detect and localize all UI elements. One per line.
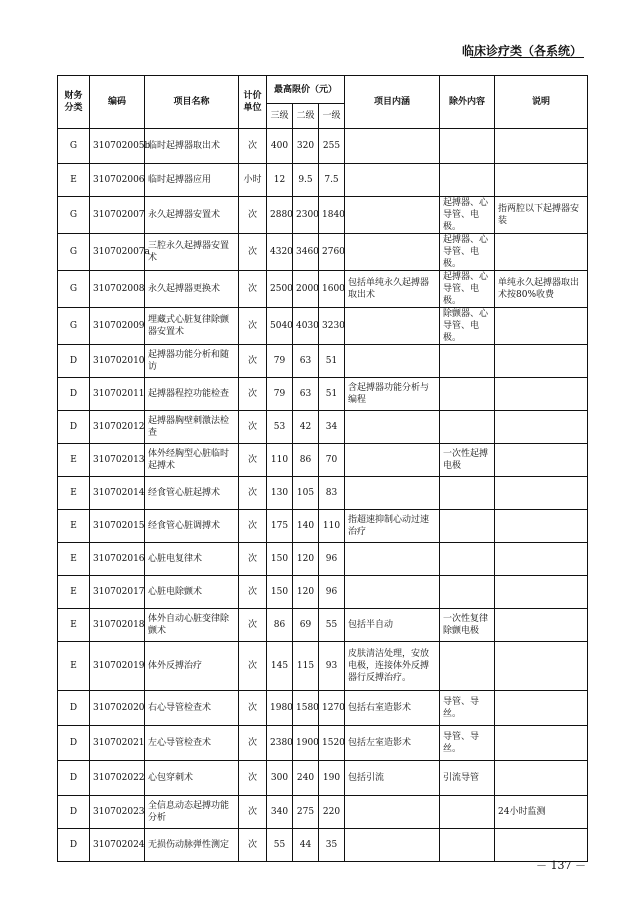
cell-price-level2: 63: [293, 345, 319, 378]
cell-price-level2: 69: [293, 609, 319, 642]
cell-category: D: [58, 829, 90, 862]
cell-name: 起搏器胸壁刺激法检查: [145, 411, 239, 444]
table-row: [58, 271, 588, 308]
cell-price-level2: 2000: [293, 271, 319, 308]
col-header-code: 编码: [90, 76, 145, 129]
cell-unit: 次: [239, 308, 267, 345]
cell-excluded: 起搏器、心导管、电极。: [440, 271, 495, 308]
cell-name: 经食管心脏起搏术: [145, 477, 239, 510]
cell-content: [345, 576, 440, 609]
table-row: [58, 829, 588, 862]
cell-name: 三腔永久起搏器安置术: [145, 234, 239, 271]
cell-price-level1: 1520: [319, 726, 345, 761]
cell-code: 310702006: [90, 164, 145, 197]
cell-note: [495, 761, 588, 796]
cell-content: 包括右室造影术: [345, 691, 440, 726]
table-row: [58, 796, 588, 829]
cell-price-level1: 1840: [319, 197, 345, 234]
cell-category: D: [58, 726, 90, 761]
cell-code: 310702018: [90, 609, 145, 642]
cell-note: [495, 411, 588, 444]
cell-content: 指超速抑制心动过速治疗: [345, 510, 440, 543]
cell-category: G: [58, 308, 90, 345]
cell-excluded: 一次性起搏电极: [440, 444, 495, 477]
cell-price-level1: 93: [319, 642, 345, 691]
cell-unit: 小时: [239, 164, 267, 197]
cell-note: [495, 691, 588, 726]
table-row: [58, 308, 588, 345]
cell-price-level3: 150: [267, 543, 293, 576]
cell-price-level1: 96: [319, 543, 345, 576]
col-header-level2: 二级: [293, 104, 319, 129]
cell-code: 310702011: [90, 378, 145, 411]
cell-category: D: [58, 691, 90, 726]
cell-category: E: [58, 477, 90, 510]
cell-price-level1: 1600: [319, 271, 345, 308]
table-row: [58, 477, 588, 510]
cell-price-level1: 3230: [319, 308, 345, 345]
cell-price-level3: 86: [267, 609, 293, 642]
cell-name: 埋藏式心脏复律除颤器安置术: [145, 308, 239, 345]
cell-excluded: 除颤器、心导管、电极。: [440, 308, 495, 345]
table-row: [58, 129, 588, 164]
cell-category: G: [58, 129, 90, 164]
cell-price-level3: 2500: [267, 271, 293, 308]
cell-name: 起搏器功能分析和随访: [145, 345, 239, 378]
cell-code: 310702021: [90, 726, 145, 761]
cell-excluded: [440, 164, 495, 197]
cell-content: [345, 543, 440, 576]
cell-price-level1: 34: [319, 411, 345, 444]
cell-name: 永久起搏器安置术: [145, 197, 239, 234]
cell-unit: 次: [239, 477, 267, 510]
cell-code: 310702009: [90, 308, 145, 345]
table-row: [58, 234, 588, 271]
cell-price-level3: 145: [267, 642, 293, 691]
header-rule: [470, 57, 584, 58]
cell-name: 起搏器程控功能检查: [145, 378, 239, 411]
cell-price-level3: 53: [267, 411, 293, 444]
cell-excluded: [440, 510, 495, 543]
cell-excluded: [440, 477, 495, 510]
cell-price-level1: 2760: [319, 234, 345, 271]
table-row: [58, 444, 588, 477]
cell-code: 310702005b: [90, 129, 145, 164]
cell-note: [495, 726, 588, 761]
cell-content: [345, 444, 440, 477]
table-row: [58, 510, 588, 543]
cell-unit: 次: [239, 197, 267, 234]
cell-name: 全信息动态起搏功能分析: [145, 796, 239, 829]
cell-content: [345, 411, 440, 444]
cell-category: E: [58, 164, 90, 197]
cell-content: [345, 129, 440, 164]
cell-excluded: [440, 829, 495, 862]
page-number: － 137 －: [536, 859, 586, 872]
cell-price-level2: 86: [293, 444, 319, 477]
cell-price-level2: 320: [293, 129, 319, 164]
table-row: [58, 691, 588, 726]
cell-content: 包括半自动: [345, 609, 440, 642]
cell-content: 皮肤清洁处理，安放电极，连接体外反搏器行反搏治疗。: [345, 642, 440, 691]
cell-price-level2: 1580: [293, 691, 319, 726]
cell-price-level3: 55: [267, 829, 293, 862]
cell-price-level3: 175: [267, 510, 293, 543]
cell-excluded: [440, 129, 495, 164]
cell-code: 310702012: [90, 411, 145, 444]
cell-unit: 次: [239, 271, 267, 308]
cell-price-level2: 9.5: [293, 164, 319, 197]
cell-unit: 次: [239, 796, 267, 829]
cell-price-level3: 12: [267, 164, 293, 197]
col-header-level3: 三级: [267, 104, 293, 129]
cell-category: E: [58, 642, 90, 691]
col-header-content: 项目内涵: [345, 76, 440, 129]
cell-unit: 次: [239, 829, 267, 862]
cell-price-level1: 220: [319, 796, 345, 829]
cell-name: 右心导管检查术: [145, 691, 239, 726]
cell-code: 310702010: [90, 345, 145, 378]
cell-name: 临时起搏器取出术: [145, 129, 239, 164]
cell-price-level3: 300: [267, 761, 293, 796]
table-row: [58, 576, 588, 609]
table-row: [58, 164, 588, 197]
cell-note: [495, 378, 588, 411]
cell-price-level3: 130: [267, 477, 293, 510]
cell-name: 临时起搏器应用: [145, 164, 239, 197]
cell-code: 310702008: [90, 271, 145, 308]
cell-price-level2: 275: [293, 796, 319, 829]
cell-price-level1: 7.5: [319, 164, 345, 197]
cell-price-level2: 1900: [293, 726, 319, 761]
cell-name: 永久起搏器更换术: [145, 271, 239, 308]
cell-content: [345, 796, 440, 829]
cell-code: 310702007: [90, 197, 145, 234]
cell-category: E: [58, 444, 90, 477]
cell-code: 310702019: [90, 642, 145, 691]
cell-name: 体外反搏治疗: [145, 642, 239, 691]
cell-price-level3: 150: [267, 576, 293, 609]
cell-price-level1: 96: [319, 576, 345, 609]
col-header-unit: 计价单位: [239, 76, 267, 129]
cell-price-level1: 255: [319, 129, 345, 164]
cell-price-level2: 44: [293, 829, 319, 862]
cell-category: D: [58, 796, 90, 829]
col-header-max-price: 最高限价（元）: [267, 76, 345, 104]
cell-price-level1: 1270: [319, 691, 345, 726]
cell-name: 心脏电除颤术: [145, 576, 239, 609]
cell-price-level2: 105: [293, 477, 319, 510]
cell-price-level2: 140: [293, 510, 319, 543]
cell-price-level1: 83: [319, 477, 345, 510]
cell-price-level2: 120: [293, 576, 319, 609]
cell-category: D: [58, 411, 90, 444]
cell-content: [345, 234, 440, 271]
cell-content: 含起搏器功能分析与编程: [345, 378, 440, 411]
cell-note: [495, 444, 588, 477]
cell-price-level3: 4320: [267, 234, 293, 271]
table-header-row: [58, 76, 588, 104]
cell-excluded: [440, 378, 495, 411]
page-header-title: 临床诊疗类（各系统）: [461, 44, 582, 58]
cell-excluded: 一次性复律除颤电极: [440, 609, 495, 642]
cell-price-level2: 2300: [293, 197, 319, 234]
cell-unit: 次: [239, 234, 267, 271]
cell-name: 经食管心脏调搏术: [145, 510, 239, 543]
cell-category: D: [58, 378, 90, 411]
cell-unit: 次: [239, 129, 267, 164]
cell-price-level2: 63: [293, 378, 319, 411]
cell-excluded: [440, 796, 495, 829]
col-header-excluded: 除外内容: [440, 76, 495, 129]
cell-price-level1: 110: [319, 510, 345, 543]
table-row: [58, 609, 588, 642]
cell-price-level1: 70: [319, 444, 345, 477]
cell-excluded: 起搏器、心导管、电极。: [440, 234, 495, 271]
cell-note: 指两腔以下起搏器安装: [495, 197, 588, 234]
cell-name: 无损伤动脉弹性测定: [145, 829, 239, 862]
table-row: [58, 543, 588, 576]
cell-unit: 次: [239, 345, 267, 378]
cell-price-level1: 35: [319, 829, 345, 862]
cell-category: D: [58, 345, 90, 378]
cell-code: 310702007a: [90, 234, 145, 271]
cell-name: 心脏电复律术: [145, 543, 239, 576]
table-row: [58, 345, 588, 378]
cell-content: 包括引流: [345, 761, 440, 796]
cell-price-level3: 2880: [267, 197, 293, 234]
cell-note: [495, 642, 588, 691]
cell-price-level3: 79: [267, 378, 293, 411]
col-header-level1: 一级: [319, 104, 345, 129]
col-header-category: 财务分类: [58, 76, 90, 129]
cell-category: E: [58, 609, 90, 642]
table-row: [58, 761, 588, 796]
cell-price-level2: 240: [293, 761, 319, 796]
cell-note: [495, 308, 588, 345]
cell-excluded: [440, 576, 495, 609]
cell-price-level1: 190: [319, 761, 345, 796]
cell-unit: 次: [239, 726, 267, 761]
table-row: [58, 411, 588, 444]
cell-content: [345, 477, 440, 510]
cell-unit: 次: [239, 642, 267, 691]
cell-excluded: [440, 543, 495, 576]
col-header-note: 说明: [495, 76, 588, 129]
cell-note: [495, 234, 588, 271]
cell-content: [345, 829, 440, 862]
cell-note: [495, 576, 588, 609]
cell-category: G: [58, 197, 90, 234]
cell-price-level1: 55: [319, 609, 345, 642]
fee-table: [57, 75, 588, 862]
col-header-name: 项目名称: [145, 76, 239, 129]
cell-code: 310702017: [90, 576, 145, 609]
cell-price-level2: 42: [293, 411, 319, 444]
cell-price-level3: 340: [267, 796, 293, 829]
cell-code: 310702023: [90, 796, 145, 829]
cell-code: 310702015: [90, 510, 145, 543]
cell-note: [495, 129, 588, 164]
cell-unit: 次: [239, 378, 267, 411]
cell-note: [495, 510, 588, 543]
cell-code: 310702020: [90, 691, 145, 726]
cell-content: [345, 197, 440, 234]
table-row: [58, 642, 588, 691]
cell-price-level2: 4030: [293, 308, 319, 345]
cell-excluded: 起搏器、心导管、电极。: [440, 197, 495, 234]
cell-excluded: [440, 411, 495, 444]
cell-code: 310702022: [90, 761, 145, 796]
cell-price-level3: 400: [267, 129, 293, 164]
cell-note: [495, 543, 588, 576]
cell-unit: 次: [239, 444, 267, 477]
cell-content: [345, 164, 440, 197]
cell-unit: 次: [239, 510, 267, 543]
cell-content: [345, 345, 440, 378]
table-row: [58, 378, 588, 411]
cell-price-level3: 79: [267, 345, 293, 378]
cell-code: 310702014: [90, 477, 145, 510]
cell-name: 体外经胸型心脏临时起搏术: [145, 444, 239, 477]
cell-content: [345, 308, 440, 345]
cell-price-level3: 5040: [267, 308, 293, 345]
cell-content: 包括单纯永久起搏器取出术: [345, 271, 440, 308]
cell-note: [495, 164, 588, 197]
cell-excluded: 导管、导丝。: [440, 726, 495, 761]
cell-unit: 次: [239, 691, 267, 726]
cell-name: 体外自动心脏变律除颤术: [145, 609, 239, 642]
cell-price-level3: 1980: [267, 691, 293, 726]
cell-category: D: [58, 761, 90, 796]
cell-unit: 次: [239, 609, 267, 642]
table-body: [58, 129, 588, 862]
cell-excluded: [440, 345, 495, 378]
table-row: [58, 726, 588, 761]
table-row: [58, 197, 588, 234]
cell-price-level3: 110: [267, 444, 293, 477]
cell-unit: 次: [239, 411, 267, 444]
cell-price-level1: 51: [319, 345, 345, 378]
cell-note: [495, 345, 588, 378]
cell-price-level1: 51: [319, 378, 345, 411]
cell-unit: 次: [239, 543, 267, 576]
cell-unit: 次: [239, 576, 267, 609]
cell-name: 左心导管检查术: [145, 726, 239, 761]
cell-price-level3: 2380: [267, 726, 293, 761]
cell-category: G: [58, 234, 90, 271]
cell-note: 24小时监测: [495, 796, 588, 829]
cell-excluded: 导管、导丝。: [440, 691, 495, 726]
cell-code: 310702013: [90, 444, 145, 477]
cell-price-level2: 3460: [293, 234, 319, 271]
cell-note: [495, 477, 588, 510]
cell-content: 包括左室造影术: [345, 726, 440, 761]
cell-unit: 次: [239, 761, 267, 796]
cell-code: 310702016: [90, 543, 145, 576]
cell-price-level2: 120: [293, 543, 319, 576]
cell-category: G: [58, 271, 90, 308]
cell-note: 单纯永久起搏器取出术按80%收费: [495, 271, 588, 308]
cell-excluded: 引流导管: [440, 761, 495, 796]
cell-code: 310702024: [90, 829, 145, 862]
cell-excluded: [440, 642, 495, 691]
cell-price-level2: 115: [293, 642, 319, 691]
cell-category: E: [58, 576, 90, 609]
cell-name: 心包穿刺术: [145, 761, 239, 796]
cell-category: E: [58, 510, 90, 543]
cell-note: [495, 609, 588, 642]
cell-category: E: [58, 543, 90, 576]
